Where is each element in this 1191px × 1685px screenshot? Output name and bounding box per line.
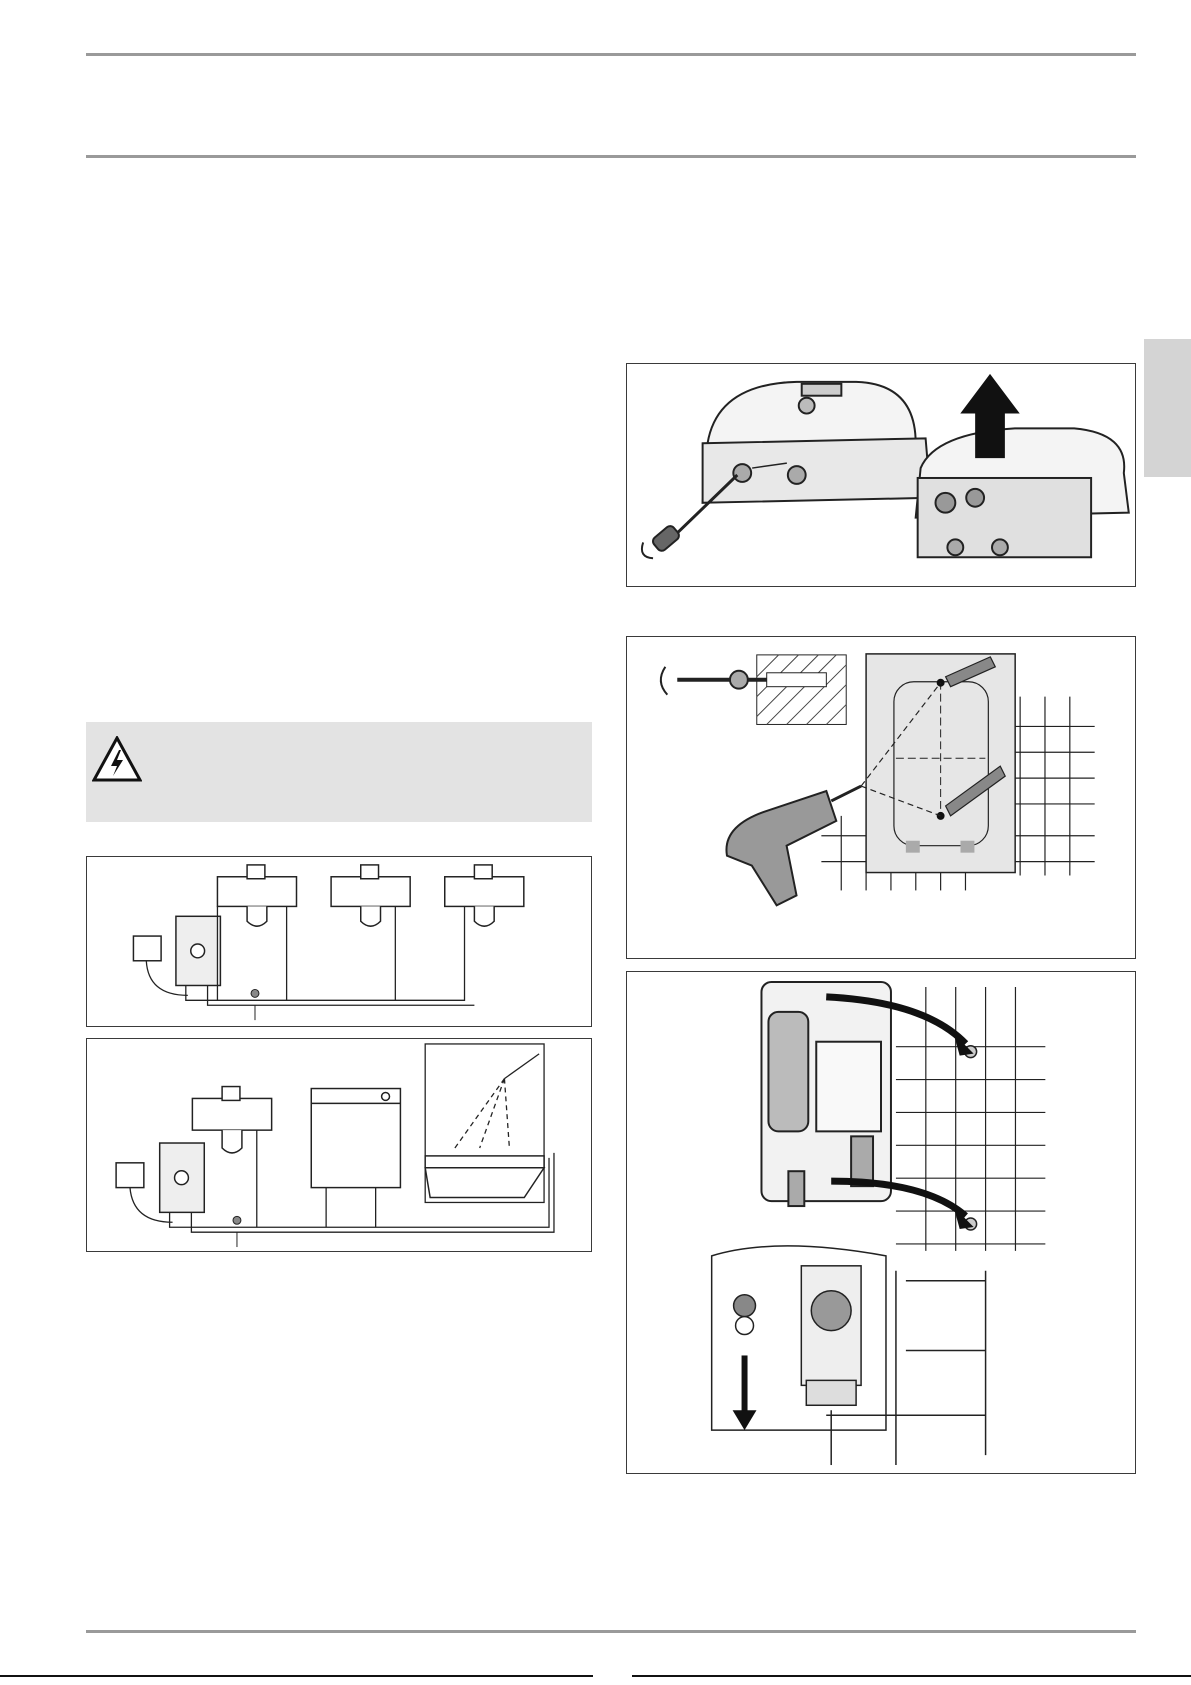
heater-outline-icon xyxy=(866,654,1015,873)
sink-icon xyxy=(217,865,523,926)
tile-grid-icon xyxy=(896,987,1045,1251)
water-heater-icon xyxy=(133,916,220,985)
warning-box xyxy=(86,722,592,822)
heater-unit-icon xyxy=(703,382,931,503)
crop-mark-left xyxy=(0,1675,593,1677)
installation-shower-illustration xyxy=(87,1039,591,1251)
figure-drilling xyxy=(626,636,1136,959)
washing-machine-icon xyxy=(311,1089,400,1188)
figure-mounting xyxy=(626,971,1136,1474)
figure-cover-removal xyxy=(626,363,1136,587)
section-tab xyxy=(1144,339,1191,477)
screwdriver-icon xyxy=(642,475,737,558)
installation-sinks-illustration xyxy=(87,857,591,1026)
drilling-illustration xyxy=(627,637,1135,958)
footer-rule xyxy=(86,1630,1136,1633)
crop-mark-right xyxy=(632,1675,1191,1677)
heater-open-icon xyxy=(761,982,890,1206)
screw-icon xyxy=(661,667,767,695)
heater-open-unit-icon xyxy=(916,428,1129,557)
mounting-screw-icon xyxy=(965,1046,977,1230)
detail-inset-icon xyxy=(712,1246,986,1465)
header-rule-bottom xyxy=(86,155,1136,158)
figure-installation-sinks xyxy=(86,856,592,1027)
wall-section-icon xyxy=(757,655,846,725)
header-rule-top xyxy=(86,53,1136,56)
bathtub-icon xyxy=(425,1156,544,1198)
electric-shock-warning-icon xyxy=(92,736,142,782)
figure-installation-shower xyxy=(86,1038,592,1252)
mounting-illustration xyxy=(627,972,1135,1473)
water-heater-icon xyxy=(116,1143,204,1212)
cover-removal-illustration xyxy=(627,364,1135,586)
